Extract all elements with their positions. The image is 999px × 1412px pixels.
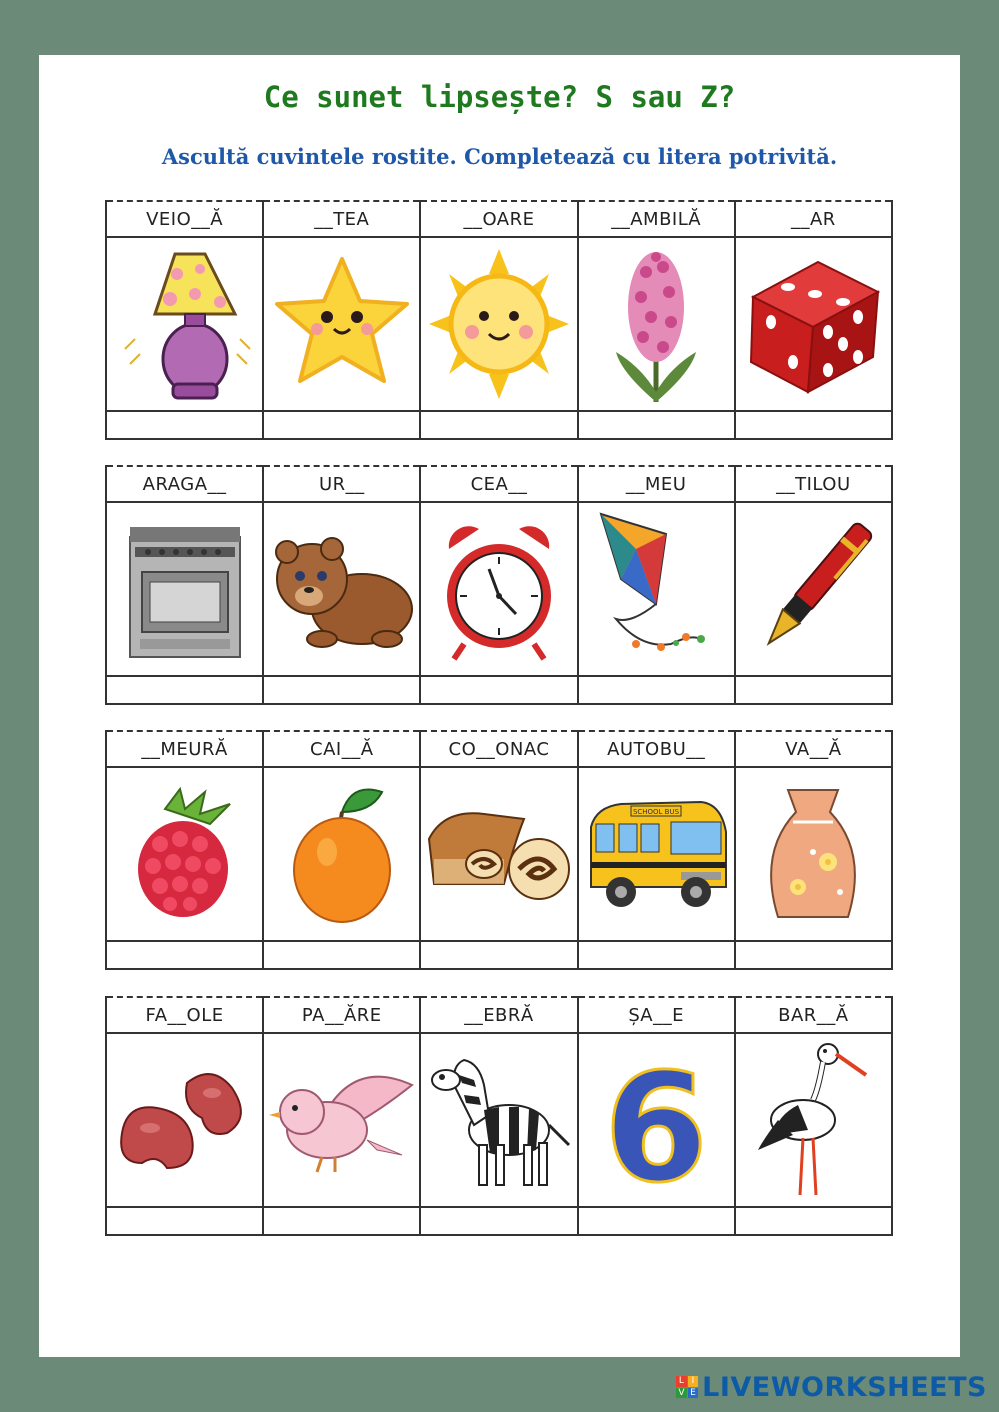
word-grid-row-1 [105,200,893,440]
word-label: __TEA [263,201,420,237]
answer-input[interactable] [736,677,891,703]
word-label: UR__ [263,466,420,502]
picture-cell [263,1033,420,1207]
picture-cell [106,1033,263,1207]
word-label: __MEURĂ [106,731,263,767]
answer-input[interactable] [107,1208,262,1234]
logo-letter: V [676,1388,687,1399]
fountain-pen-icon [753,509,873,669]
logo-letter: I [688,1376,699,1387]
word-grid-row-3 [105,730,893,970]
star-icon [272,249,412,399]
sun-icon [424,244,574,404]
answer-cell[interactable] [106,411,263,439]
picture-cell [735,237,892,411]
picture-cell [106,502,263,676]
answer-cell[interactable] [106,941,263,969]
word-label: BAR__Ă [735,997,892,1033]
answer-input[interactable] [579,942,734,968]
logo-letter: L [676,1376,687,1387]
logo-letter: E [688,1388,699,1399]
picture-cell [106,767,263,941]
word-label: CEA__ [420,466,577,502]
answer-input[interactable] [579,1208,734,1234]
dice-icon [743,252,883,397]
picture-cell [735,767,892,941]
word-label: AUTOBU__ [578,731,735,767]
word-grid-row-4 [105,996,893,1236]
six-digit: 6 [603,1045,709,1195]
answer-input[interactable] [107,677,262,703]
cozonac-icon [424,799,574,909]
vase-icon [758,782,868,927]
bird-icon [267,1060,417,1180]
answer-input[interactable] [579,412,734,438]
picture-cell [420,237,577,411]
stove-icon [120,517,250,662]
word-label: ARAGA__ [106,466,263,502]
word-label: PA__ĂRE [263,997,420,1033]
answer-cell[interactable] [263,1207,420,1235]
picture-cell [420,1033,577,1207]
page-title: Ce sunet lipsește? S sau Z? [263,80,736,114]
answer-input[interactable] [264,1208,419,1234]
answer-input[interactable] [579,677,734,703]
answer-cell[interactable] [106,1207,263,1235]
word-label: __AR [735,201,892,237]
answer-cell[interactable] [735,1207,892,1235]
word-label: __MEU [578,466,735,502]
answer-input[interactable] [736,1208,891,1234]
picture-cell [420,767,577,941]
apricot-icon [282,782,402,927]
hyacinth-icon [601,242,711,407]
answer-cell[interactable] [735,941,892,969]
picture-cell [578,1033,735,1207]
answer-cell[interactable] [578,411,735,439]
picture-cell [735,1033,892,1207]
alarm-clock-icon [434,514,564,664]
lamp-icon [115,244,255,404]
picture-cell [420,502,577,676]
word-label: VEIO__Ă [106,201,263,237]
liveworksheets-logo-icon [676,1376,698,1398]
answer-cell[interactable] [735,411,892,439]
answer-cell[interactable] [263,676,420,704]
stork-icon [758,1040,868,1200]
brand-name: LIVEWORKSHEETS [702,1371,987,1403]
picture-cell [263,502,420,676]
answer-cell[interactable] [263,941,420,969]
word-label: FA__OLE [106,997,263,1033]
answer-input[interactable] [421,412,576,438]
picture-cell [578,237,735,411]
word-label: __TILOU [735,466,892,502]
answer-cell[interactable] [420,1207,577,1235]
answer-cell[interactable] [263,411,420,439]
answer-cell[interactable] [420,676,577,704]
answer-input[interactable] [264,942,419,968]
school-bus-icon [581,792,731,917]
answer-cell[interactable] [106,676,263,704]
answer-cell[interactable] [578,676,735,704]
answer-input[interactable] [264,677,419,703]
picture-cell [735,502,892,676]
word-label: CO__ONAC [420,731,577,767]
answer-cell[interactable] [578,941,735,969]
answer-input[interactable] [107,942,262,968]
kite-icon [591,509,721,669]
answer-input[interactable] [264,412,419,438]
zebra-icon [424,1045,574,1195]
answer-cell[interactable] [420,411,577,439]
word-label: __OARE [420,201,577,237]
answer-cell[interactable] [420,941,577,969]
answer-input[interactable] [421,942,576,968]
answer-cell[interactable] [578,1207,735,1235]
word-label: __EBRĂ [420,997,577,1033]
answer-cell[interactable] [735,676,892,704]
number-six-icon [601,1045,711,1195]
bear-icon [267,524,417,654]
answer-input[interactable] [421,677,576,703]
word-label: __AMBILĂ [578,201,735,237]
word-label: ȘA__E [578,997,735,1033]
instructions: Ascultă cuvintele rostite. Completează cu litera potrivită. [161,144,838,169]
answer-input[interactable] [421,1208,576,1234]
picture-cell [578,767,735,941]
bus-sign: SCHOOL BUS [633,807,680,816]
answer-input[interactable] [736,942,891,968]
answer-input[interactable] [107,412,262,438]
picture-cell [263,237,420,411]
word-label: CAI__Ă [263,731,420,767]
picture-cell [578,502,735,676]
picture-cell [106,237,263,411]
word-grid-row-2 [105,465,893,705]
picture-cell [263,767,420,941]
beans-icon [112,1063,257,1178]
liveworksheets-footer[interactable] [676,1372,987,1402]
raspberry-icon [125,784,245,924]
answer-input[interactable] [736,412,891,438]
word-label: VA__Ă [735,731,892,767]
